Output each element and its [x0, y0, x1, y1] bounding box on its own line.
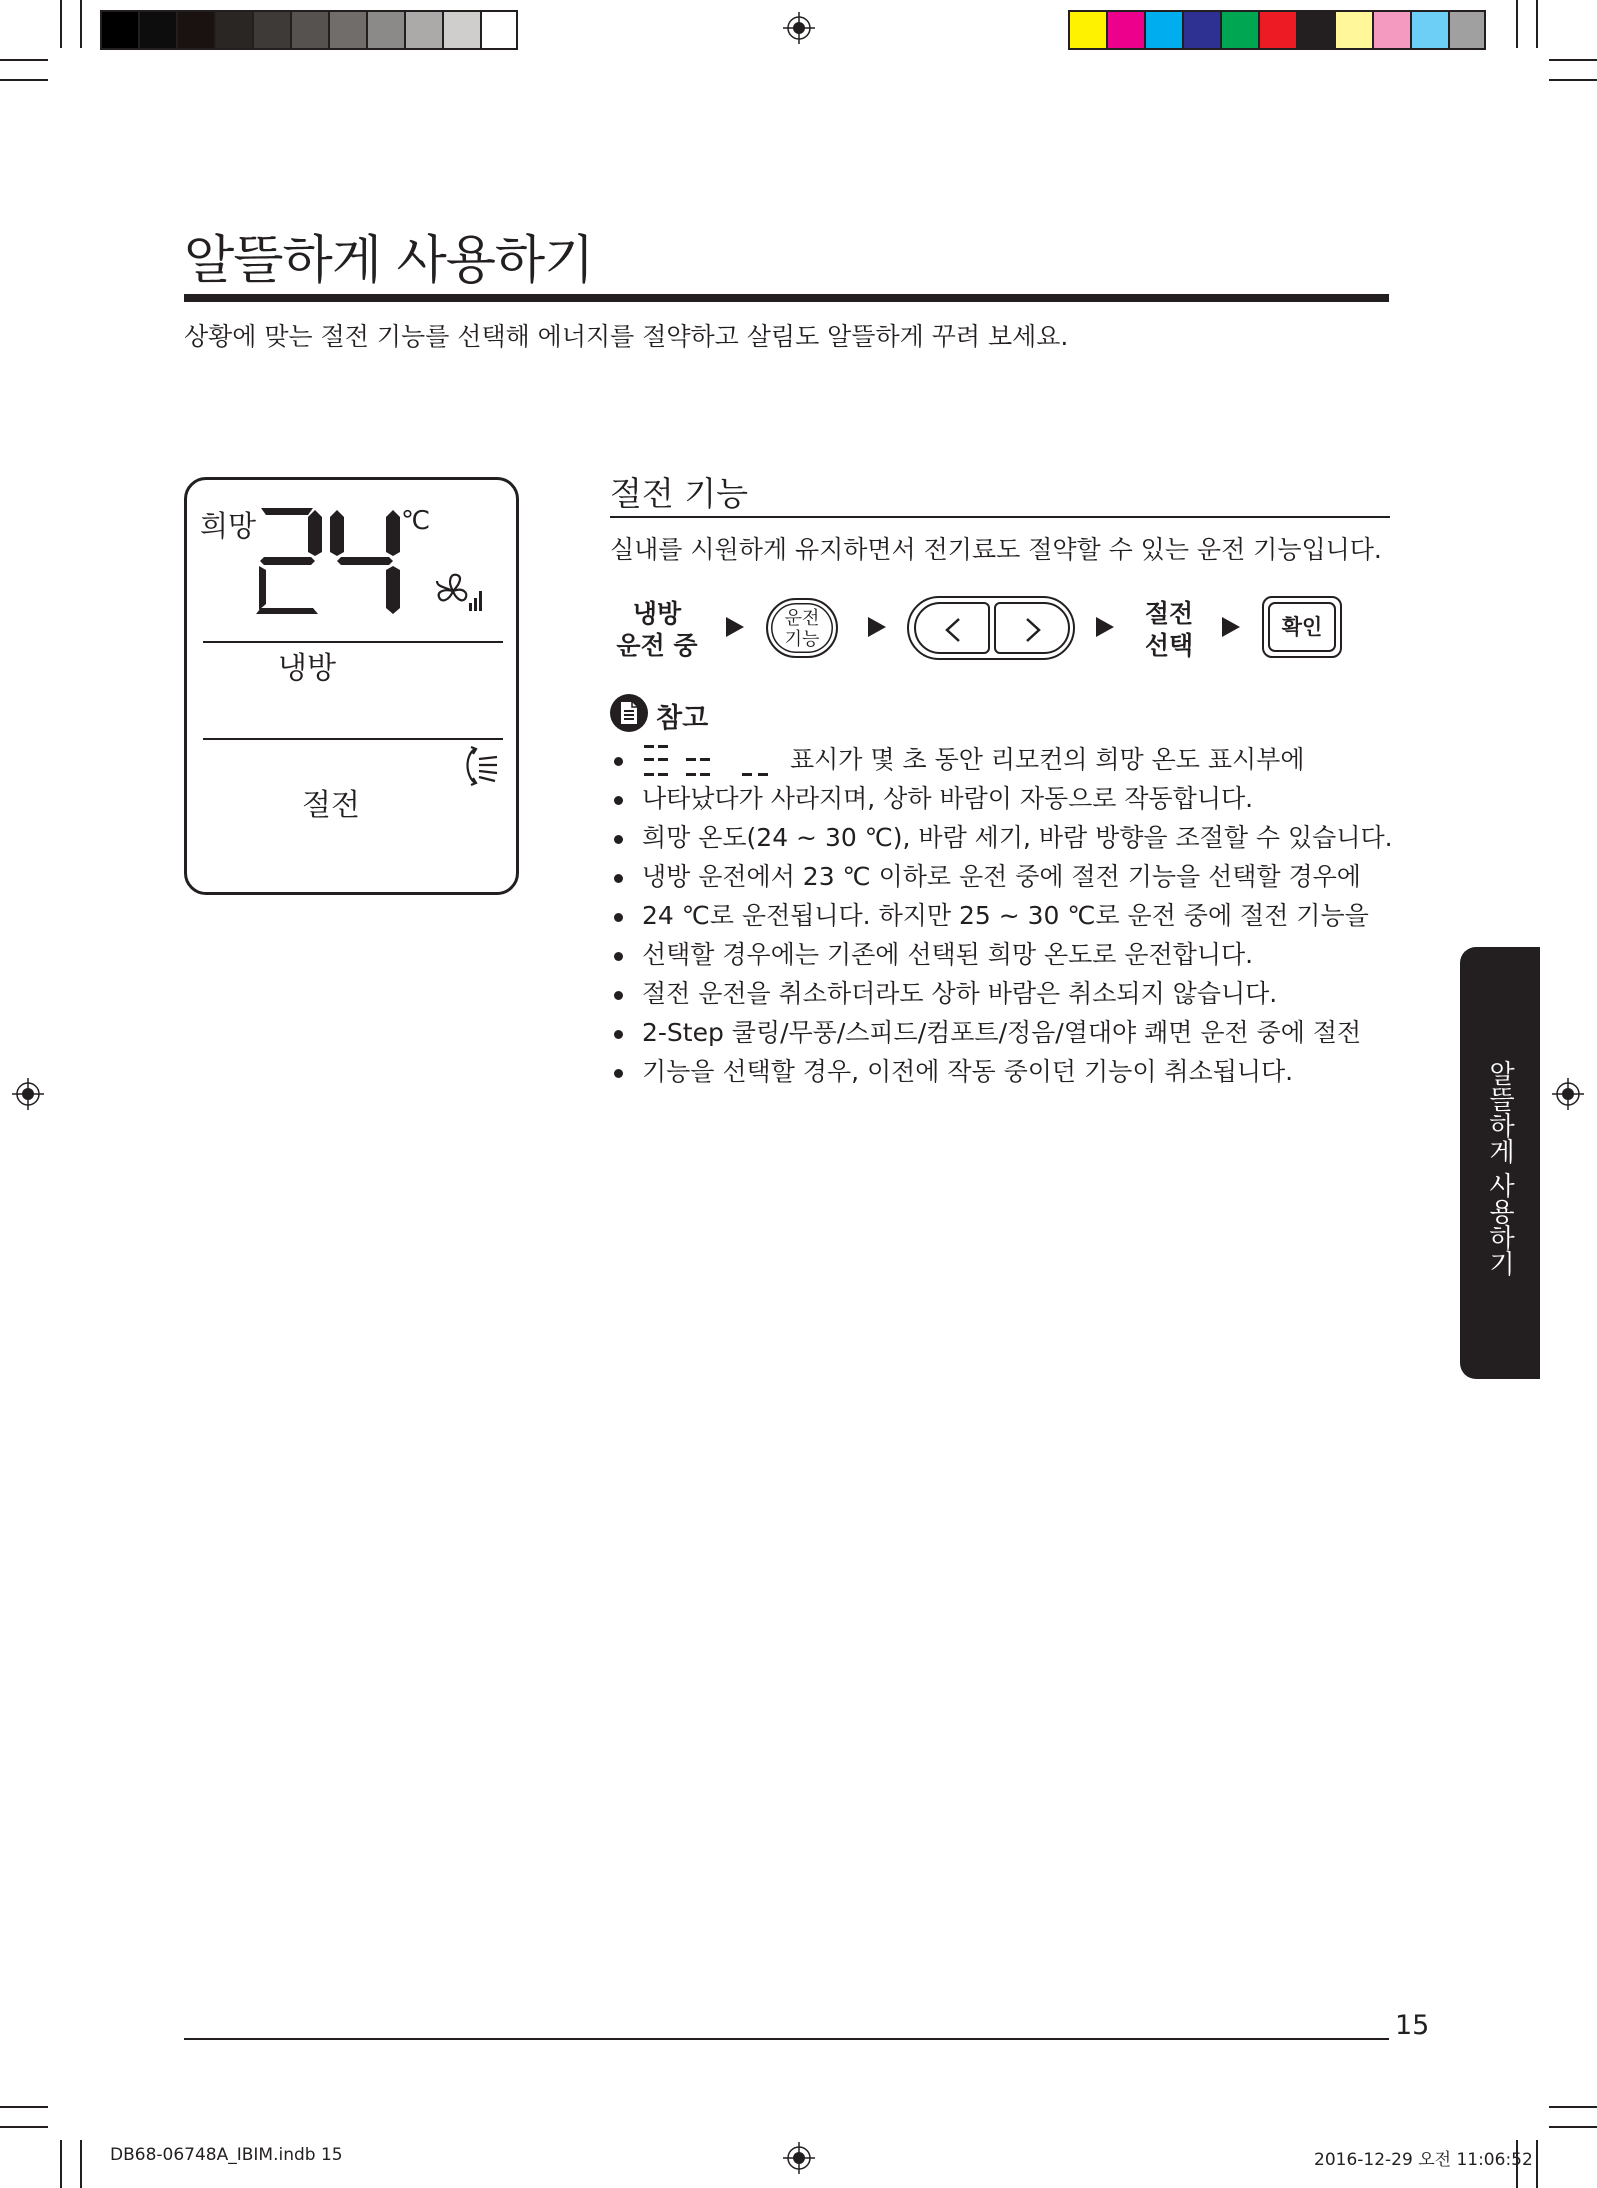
color-swatch	[442, 10, 480, 50]
confirm-button-label: 확인	[1281, 615, 1323, 639]
color-swatch	[100, 10, 138, 50]
note-item	[610, 1013, 1400, 1052]
remote-lcd-display	[184, 477, 519, 895]
flow-step-cooling	[614, 598, 700, 662]
section-description: 실내를 시원하게 유지하면서 전기료도 절약할 수 있는 운전 기능입니다.	[610, 535, 1382, 564]
lcd-temperature-digits	[255, 504, 405, 616]
print-file-info: DB68-06748A_IBIM.indb 15	[110, 2145, 343, 2165]
fan-speed-icon	[433, 569, 489, 617]
lcd-divider	[203, 641, 503, 643]
color-swatch	[1448, 10, 1486, 50]
crop-mark	[80, 0, 82, 48]
color-swatch	[1144, 10, 1182, 50]
registration-mark-icon	[12, 1078, 44, 1110]
flow-arrow-icon	[868, 617, 886, 637]
footer-rule	[184, 2038, 1389, 2040]
note-label: 참고	[656, 703, 709, 734]
crop-mark	[1549, 2106, 1597, 2108]
note-list	[610, 740, 1400, 1091]
flow-arrow-icon	[1222, 617, 1240, 637]
crop-mark	[0, 59, 48, 61]
color-swatch	[1334, 10, 1372, 50]
note-item-text: 절전 운전을 취소하더라도 상하 바람은 취소되지 않습니다.	[642, 979, 1278, 1008]
color-swatch	[1182, 10, 1220, 50]
color-swatch	[252, 10, 290, 50]
registration-mark-icon	[783, 12, 815, 44]
page-title: 알뜰하게 사용하기	[184, 231, 594, 291]
note-item-text: 24 ℃로 운전됩니다. 하지만 25 ~ 30 ℃로 운전 중에 절전 기능을	[642, 901, 1369, 930]
left-button[interactable]	[914, 602, 990, 654]
page-number: 15	[1395, 2010, 1430, 2041]
crop-mark	[80, 2140, 82, 2188]
note-item-continued	[610, 896, 1400, 935]
color-swatch	[1258, 10, 1296, 50]
flow-step-select-line1: 절전	[1144, 599, 1194, 628]
left-right-button-group	[907, 596, 1075, 660]
note-item-text: 나타났다가 사라지며, 상하 바람이 자동으로 작동합니다.	[642, 784, 1254, 813]
lcd-mode-label: 냉방	[278, 651, 336, 686]
note-item-text: 기능을 선택할 경우, 이전에 작동 중이던 기능이 취소됩니다.	[642, 1057, 1294, 1086]
operation-function-button[interactable]	[766, 598, 838, 658]
flow-arrow-icon	[1096, 617, 1114, 637]
registration-mark-icon	[1552, 1078, 1584, 1110]
crop-mark	[0, 2126, 48, 2128]
right-button[interactable]	[994, 602, 1070, 654]
section-rule	[610, 516, 1390, 518]
crop-mark	[1536, 0, 1538, 48]
note-item	[610, 818, 1400, 857]
crop-mark	[1549, 2126, 1597, 2128]
color-swatch	[328, 10, 366, 50]
operation-function-button-line2: 기능	[784, 629, 820, 650]
color-swatch	[214, 10, 252, 50]
note-item-text: 희망 온도(24 ~ 30 ℃), 바람 세기, 바람 방향을 조절할 수 있습니다.	[642, 823, 1393, 852]
vertical-swing-icon	[461, 745, 501, 789]
crop-mark	[0, 79, 48, 81]
lcd-divider	[203, 738, 503, 740]
color-swatch	[176, 10, 214, 50]
lcd-unit: ℃	[401, 506, 431, 536]
note-item-text: 선택할 경우에는 기존에 선택된 희망 온도로 운전합니다.	[642, 940, 1254, 969]
crop-mark	[1536, 2140, 1538, 2188]
confirm-button[interactable]	[1262, 596, 1342, 658]
note-item-continued	[610, 1052, 1400, 1091]
crop-mark	[1516, 0, 1518, 48]
lcd-desired-label: 희망	[200, 509, 257, 543]
crop-mark	[0, 2106, 48, 2108]
color-swatch	[1372, 10, 1410, 50]
print-date-info: 2016-12-29 오전 11:06:52	[1314, 2150, 1533, 2170]
color-swatch	[1410, 10, 1448, 50]
chevron-left-icon	[943, 617, 963, 643]
note-item-text: 표시가 몇 초 동안 리모컨의 희망 온도 표시부에	[790, 745, 1305, 774]
crop-mark	[60, 0, 62, 48]
color-swatch	[290, 10, 328, 50]
chapter-side-tab-label: 알뜰하게 사용하기	[1484, 1060, 1515, 1277]
operation-function-button-line1: 운전	[784, 608, 820, 629]
flow-arrow-icon	[726, 617, 744, 637]
note-icon	[610, 694, 648, 732]
flow-step-cooling-line1: 냉방	[632, 599, 682, 628]
note-item	[610, 974, 1400, 1013]
crop-mark	[1549, 79, 1597, 81]
title-rule	[184, 294, 1389, 302]
section-title: 절전 기능	[610, 474, 749, 513]
color-swatch	[1220, 10, 1258, 50]
crop-mark	[1549, 59, 1597, 61]
color-swatch	[1296, 10, 1334, 50]
flow-step-select-saving	[1132, 598, 1206, 662]
note-item-text: 냉방 운전에서 23 ℃ 이하로 운전 중에 절전 기능을 선택할 경우에	[642, 862, 1361, 891]
note-item-continued	[610, 779, 1400, 818]
note-item-continued	[610, 935, 1400, 974]
confirm-button-inner	[1268, 602, 1336, 652]
color-swatch	[1068, 10, 1106, 50]
chevron-right-icon	[1023, 617, 1043, 643]
lcd-function-label: 절전	[302, 788, 360, 823]
color-swatch	[1106, 10, 1144, 50]
note-item	[610, 857, 1400, 896]
dash-display-icon	[642, 743, 782, 779]
note-item	[610, 740, 1400, 779]
color-swatch	[480, 10, 518, 50]
color-swatch	[404, 10, 442, 50]
crop-mark	[60, 2140, 62, 2188]
color-swatch	[138, 10, 176, 50]
registration-mark-icon	[783, 2142, 815, 2174]
note-item-text: 2-Step 쿨링/무풍/스피드/컴포트/정음/열대야 쾌면 운전 중에 절전	[642, 1018, 1362, 1047]
color-swatch	[366, 10, 404, 50]
intro-text: 상황에 맞는 절전 기능를 선택해 에너지를 절약하고 살림도 알뜰하게 꾸려 보세요.	[184, 322, 1069, 351]
flow-step-select-line2: 선택	[1144, 631, 1194, 660]
flow-step-cooling-line2: 운전 중	[616, 631, 698, 660]
